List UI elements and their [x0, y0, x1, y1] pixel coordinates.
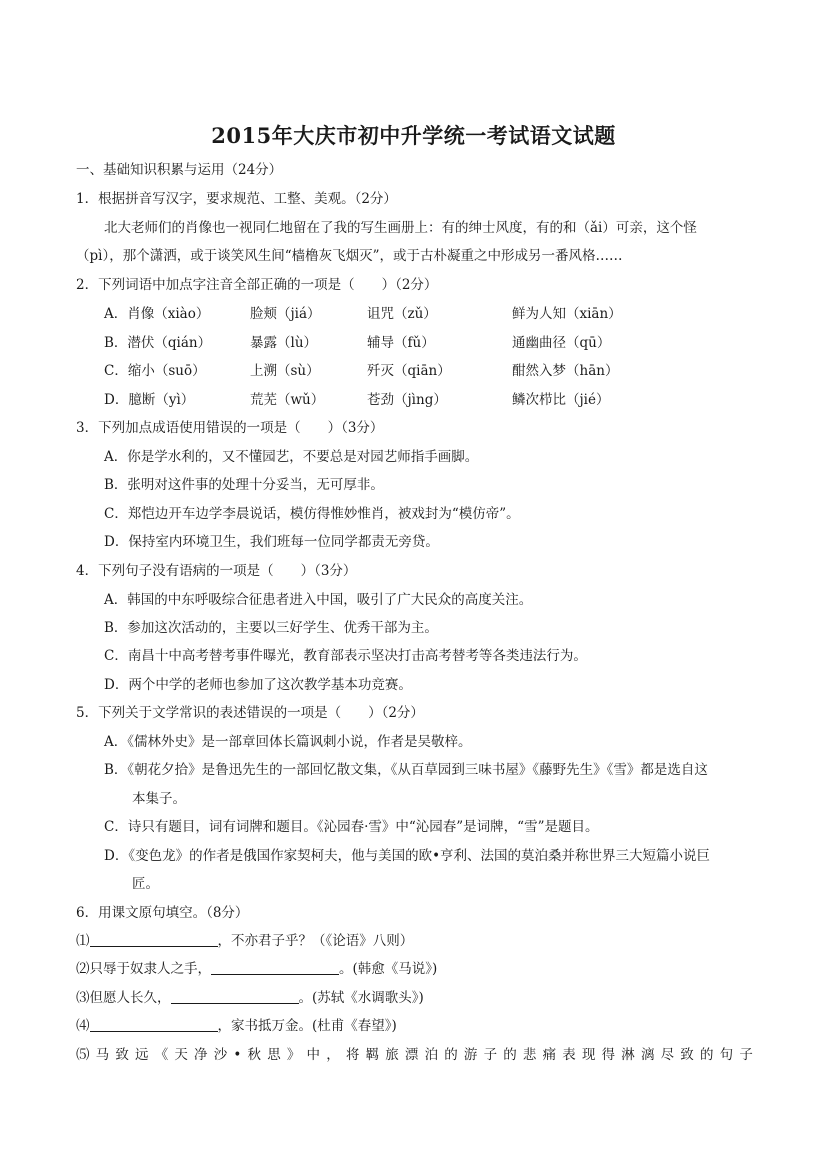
- q6-item-5-char: 游: [463, 1047, 478, 1063]
- q3-option-a: A．你是学水利的，又不懂园艺，不要总是对园艺师指手画脚。: [104, 449, 479, 465]
- q6-answer-blank-2[interactable]: [211, 959, 339, 975]
- q5-option-c: C．诗只有题目，词有词牌和题目。《沁园春·雪》中“沁园春”是词牌，“雪”是题目。: [104, 819, 599, 835]
- q5-option-b-line2: 本集子。: [132, 791, 186, 807]
- section-heading: 一、基础知识积累与运用（24分）: [76, 162, 283, 178]
- q5-option-d-line2: 匠。: [132, 876, 159, 892]
- q6-item-number: ⑷: [76, 1018, 90, 1034]
- q6-item-number: ⑴: [76, 933, 90, 949]
- q5-stem: 5．下列关于文学常识的表述错误的一项是（ ）（2分）: [76, 705, 424, 721]
- q1-passage-line1: 北大老师们的肖像也一视同仁地留在了我的写生画册上：有的绅士风度，有的和（ǎi）可亲，这个怪: [104, 220, 697, 236]
- q6-blank-2-text: 。(韩愈《马说》): [339, 961, 438, 977]
- q6-blank-4-text: ，家书抵万金。(杜甫《春望》): [217, 1018, 397, 1034]
- q6-item-5-char: 现: [581, 1047, 596, 1063]
- q6-blank-1-line: [76, 931, 413, 951]
- q5-option-b-line1: B．《朝花夕拾》是鲁迅先生的一部回忆散文集，《从百草园到三味书屋》《藤野先生》《雪》都是选自这: [104, 762, 708, 778]
- q5-option-a: A．《儒林外史》是一部章回体长篇讽刺小说，作者是吴敬梓。: [104, 734, 472, 750]
- q4-option-c: C．南昌十中高考替考事件曝光，教育部表示坚决打击高考替考等各类违法行为。: [104, 648, 587, 664]
- q6-item-5-line: [76, 1045, 753, 1065]
- q6-answer-blank-3[interactable]: [171, 988, 299, 1004]
- q2-option-c-1: C．缩小（suō）: [104, 363, 206, 379]
- q2-option-d-4: 鳞次栉比（jié）: [512, 392, 610, 408]
- q2-option-b-2: 暴露（lù）: [250, 335, 318, 351]
- q3-option-b: B．张明对这件事的处理十分妥当，无可厚非。: [104, 477, 384, 493]
- q2-option-c-4: 酣然入梦（hān）: [512, 363, 619, 379]
- q6-item-5-char: 致: [115, 1047, 129, 1063]
- q6-answer-blank-1[interactable]: [90, 931, 218, 947]
- q6-item-5-char: 悲: [522, 1047, 537, 1063]
- q2-option-b-3: 辅导（fǔ）: [367, 335, 435, 351]
- q2-option-d-1: D．臆断（yì）: [104, 392, 195, 408]
- q4-stem: 4．下列句子没有语病的一项是（ ）（3分）: [76, 563, 357, 579]
- q6-item-5-char: 子: [483, 1047, 498, 1063]
- q6-item-5-char: •: [233, 1047, 242, 1063]
- q6-item-5-char: 天: [174, 1047, 188, 1063]
- q6-item-5-char: 漓: [640, 1047, 655, 1063]
- q3-option-d: D．保持室内环境卫生，我们班每一位同学都责无旁贷。: [104, 534, 439, 550]
- q6-item-5-char: 《: [154, 1047, 169, 1063]
- q6-blank-2-line: [76, 959, 437, 979]
- q6-item-5-char: 旅: [385, 1047, 399, 1063]
- q2-option-b-4: 通幽曲径（qū）: [512, 335, 611, 351]
- q6-stem: 6．用课文原句填空。（8分）: [76, 905, 249, 921]
- q6-blank-3-prefix: ⑶但愿人长久，: [76, 990, 171, 1006]
- q2-option-d-3: 苍劲（jìng）: [367, 392, 447, 408]
- q2-option-a-4: 鲜为人知（xiān）: [512, 306, 622, 322]
- q6-item-5-char: 净: [194, 1047, 208, 1063]
- q6-item-5-char: 》: [286, 1047, 301, 1063]
- q1-stem: 1．根据拼音写汉字，要求规范、工整、美观。（2分）: [76, 191, 397, 207]
- q6-item-5-char: 痛: [542, 1047, 557, 1063]
- q2-option-a-3: 诅咒（zǔ）: [367, 306, 437, 322]
- q2-option-d-2: 荒芜（wǔ）: [250, 392, 325, 408]
- q2-option-a-1: A．肖像（xiào）: [104, 306, 210, 322]
- q6-item-5-char: 子: [739, 1047, 753, 1063]
- q6-item-5-char: ，: [326, 1047, 340, 1063]
- q6-blank-4-line: [76, 1016, 397, 1036]
- q6-item-5-char: 尽: [660, 1047, 675, 1063]
- q6-item-5-char: ⑸: [76, 1047, 90, 1063]
- page-title: 2015年大庆市初中升学统一考试语文试题: [211, 123, 616, 148]
- q2-option-a-2: 脸颊（jiá）: [250, 306, 321, 322]
- q6-item-5-char: 中: [306, 1047, 321, 1063]
- q6-item-5-char: 将: [345, 1047, 360, 1063]
- q2-option-c-2: 上溯（sù）: [250, 363, 320, 379]
- q4-option-a: A．韩国的中东呼吸综合征患者进入中国，吸引了广大民众的高度关注。: [104, 592, 533, 608]
- q6-item-5-char: 沙: [213, 1047, 228, 1063]
- q6-item-5-char: 思: [267, 1047, 281, 1063]
- q6-item-5-char: 马: [95, 1047, 110, 1063]
- q6-blank-3-text: 。(苏轼《水调歌头》): [298, 990, 424, 1006]
- q6-item-5-char: 羁: [365, 1047, 380, 1063]
- q6-item-5-char: 的: [444, 1047, 458, 1063]
- q6-item-5-char: 秋: [247, 1047, 262, 1063]
- q6-item-5-char: 表: [562, 1047, 576, 1063]
- q2-stem: 2．下列词语中加点字注音全部正确的一项是（ ）（2分）: [76, 277, 438, 293]
- q6-item-5-char: 淋: [621, 1047, 635, 1063]
- q6-blank-1-text: ，不亦君子乎？（《论语》八则）: [217, 933, 414, 949]
- q6-item-5-char: 得: [601, 1047, 616, 1063]
- q6-item-5-char: 远: [135, 1047, 149, 1063]
- q4-option-b: B．参加这次活动的，主要以三好学生、优秀干部为主。: [104, 620, 438, 636]
- q3-option-c: C．郑恺边开车边学李晨说话，模仿得惟妙惟肖，被戏封为“模仿帝”。: [104, 506, 520, 522]
- q6-item-5-char: 漂: [404, 1047, 419, 1063]
- q6-blank-3-line: [76, 988, 424, 1008]
- q1-passage-line2: （pì），那个潇洒，或于谈笑风生间“樯橹灰飞烟灭”，或于古朴凝重之中形成另一番风格……: [76, 248, 623, 264]
- q3-stem: 3．下列加点成语使用错误的一项是（ ）（3分）: [76, 420, 384, 436]
- q6-item-5-char: 的: [503, 1047, 517, 1063]
- q6-item-5-char: 句: [719, 1047, 734, 1063]
- q5-option-d-line1: D．《变色龙》的作者是俄国作家契柯夫，他与美国的欧•亨利、法国的莫泊桑并称世界三大短篇小说巨: [104, 848, 711, 864]
- q6-item-5-char: 的: [699, 1047, 714, 1063]
- q4-option-d: D．两个中学的老师也参加了这次教学基本功竞赛。: [104, 677, 412, 693]
- q6-answer-blank-4[interactable]: [90, 1016, 218, 1032]
- q6-item-5-char: 泊: [424, 1047, 439, 1063]
- q6-item-5-char: 致: [680, 1047, 694, 1063]
- q2-option-b-1: B．潜伏（qián）: [104, 335, 212, 351]
- q2-option-c-3: 歼灭（qiān）: [367, 363, 451, 379]
- q6-blank-2-prefix: ⑵只辱于奴隶人之手，: [76, 961, 211, 977]
